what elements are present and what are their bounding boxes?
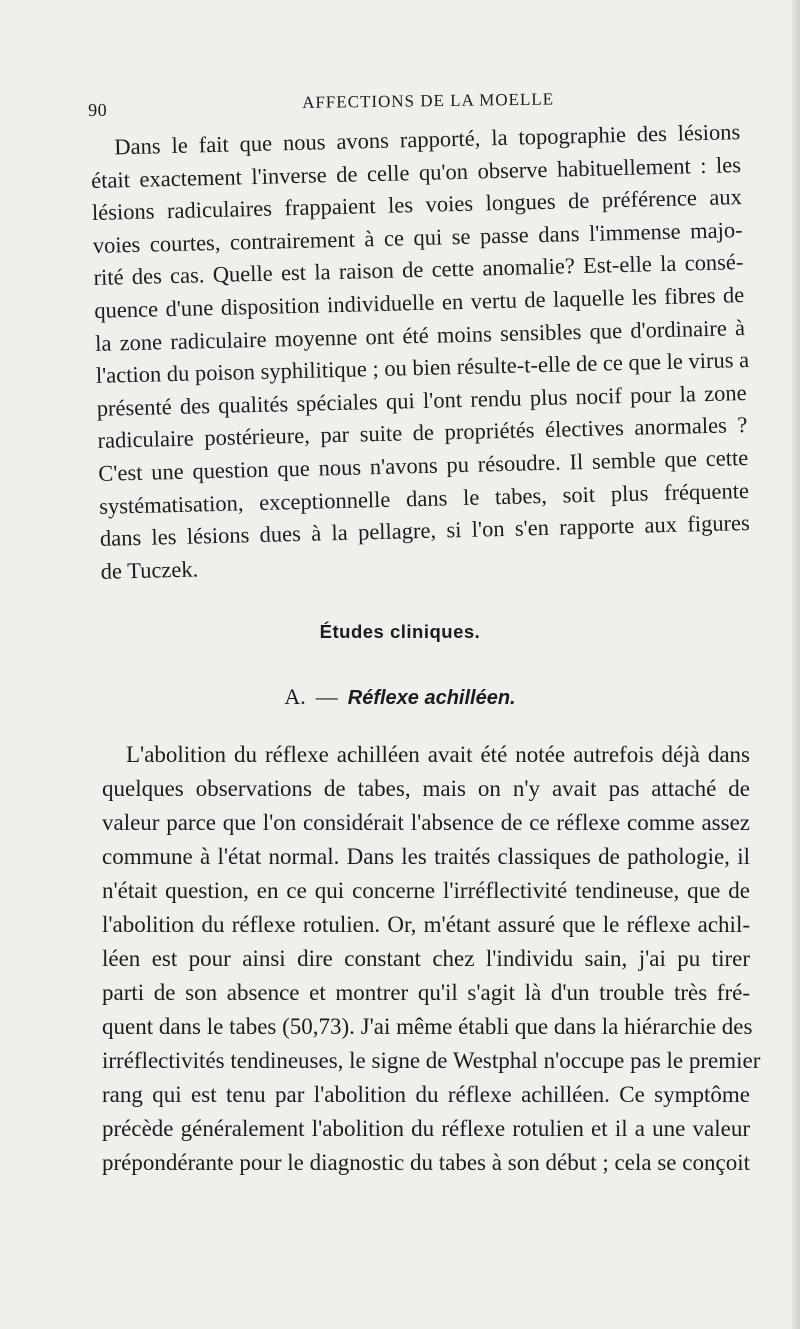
page-edge — [792, 0, 800, 1329]
text-line: l'abolition du réflexe rotulien. Or, m'étant assuré que le réflexe achil- — [102, 912, 750, 937]
subsection-letter: A. — [284, 684, 306, 709]
page-number: 90 — [88, 99, 108, 120]
text-line: systématisation, exceptionnelle dans le tabes, soit plus fréquente — [98, 477, 750, 519]
text-line: commune à l'état normal. Dans les traités classiques de pathologie, il — [102, 844, 750, 869]
text-line: irréflectivités tendineuses, le signe de Westphal n'occupe pas le premier — [102, 1048, 761, 1073]
subsection-title: Réflexe achilléen. — [347, 687, 516, 709]
text-line: rité des cas. Quelle est la raison de cette anomalie? Est-elle la consé- — [93, 249, 744, 291]
text-line: quence d'une disposition individuelle en vertu de laquelle les fibres de — [94, 282, 745, 323]
text-line: dans les lésions dues à la pellagre, si l'on s'en rapporte aux figures — [99, 510, 751, 551]
text-line: lésions radiculaires frappaient les voies longues de préférence aux — [91, 184, 743, 226]
text-line: précède généralement l'abolition du réflexe rotulien et il a une valeur — [102, 1116, 750, 1141]
text-line: parti de son absence et montrer qu'il s'agit là d'un trouble très fré- — [102, 980, 750, 1005]
text-line: de Tuczek. — [100, 556, 199, 584]
text-line: rang qui est tenu par l'abolition du réflexe achilléen. Ce symptôme — [102, 1082, 750, 1107]
subsection-heading — [0, 684, 800, 710]
text-line: était exactement l'inverse de celle qu'on observe habituellement : les — [90, 151, 742, 193]
text-line: valeur parce que l'on considérait l'absence de ce réflexe comme assez — [102, 810, 750, 835]
section-title: Études cliniques. — [319, 621, 481, 642]
text-line: quent dans le tabes (50,73). J'ai même établi que dans la hiérarchie des — [102, 1014, 753, 1039]
text-line: Dans le fait que nous avons rapporté, la topographie des lésions — [114, 119, 741, 160]
paragraph-1 — [90, 116, 751, 588]
running-head: AFFECTIONS DE LA MOELLE — [301, 89, 555, 113]
text-line: radiculaire postérieure, par suite de propriétés électives anormales ? — [97, 412, 748, 454]
text-line: quelques observations de tabes, mais on n'y avait pas attaché de — [102, 776, 750, 801]
text-line: voies courtes, contrairement à ce qui se passe dans l'immense majo- — [92, 216, 743, 258]
text-line: léen est pour ainsi dire constant chez l'individu sain, j'ai pu tirer — [102, 946, 750, 971]
paragraph-2 — [102, 738, 761, 1180]
text-line: n'était question, en ce qui concerne l'irréflectivité tendineuse, que de — [102, 878, 750, 903]
text-line: la zone radiculaire moyenne ont été moins sensibles que d'ordinaire à — [94, 314, 746, 356]
subsection-dash: — — [315, 684, 338, 709]
text-line: présenté des qualités spéciales qui l'ont rendu plus nocif pour la zone — [96, 379, 747, 421]
text-line: L'abolition du réflexe achilléen avait été notée autrefois déjà dans — [126, 742, 750, 767]
text-line: C'est une question que nous n'avons pu résoudre. Il semble que cette — [98, 444, 749, 486]
text-line: prépondérante pour le diagnostic du tabes à son début ; cela se conçoit — [102, 1150, 750, 1175]
text-line: l'action du poison syphilitique ; ou bien résulte-t-elle de ce que le virus a — [95, 347, 750, 389]
